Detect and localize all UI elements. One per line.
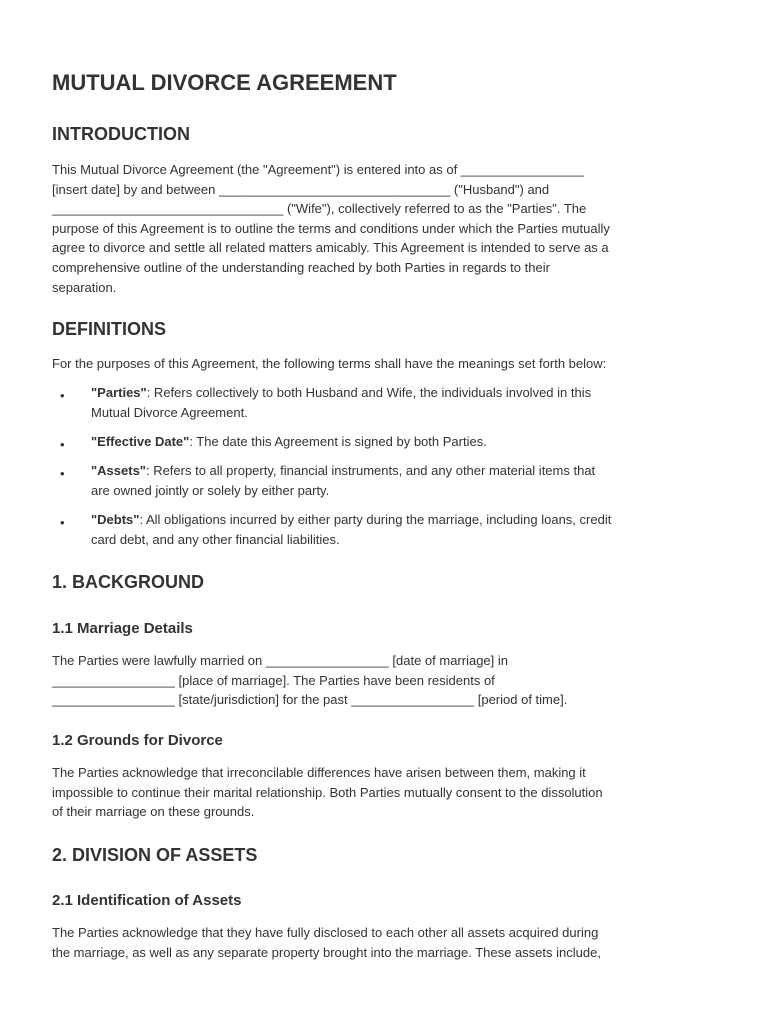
- definition-text: card debt, and any other financial liabilities.: [91, 531, 340, 547]
- paragraph-line: This Mutual Divorce Agreement (the "Agreement") is entered into as of _________________: [52, 162, 584, 177]
- paragraph-line: agree to divorce and settle all related matters amicably. This Agreement is intended to serve as a: [52, 240, 609, 256]
- bullet-icon: •: [60, 515, 65, 530]
- paragraph-line: The Parties acknowledge that they have fully disclosed to each other all assets acquired during: [52, 925, 599, 940]
- introduction-heading: INTRODUCTION: [52, 124, 190, 144]
- paragraph-line: ________________________________ ("Wife"), collectively referred to as the "Parties". The: [52, 201, 587, 217]
- identification-of-assets-heading: 2.1 Identification of Assets: [52, 892, 242, 909]
- introduction-paragraph: [52, 160, 720, 297]
- paragraph-line: purpose of this Agreement is to outline the terms and conditions under which the Parties mutually: [52, 220, 610, 236]
- marriage-details-heading: 1.1 Marriage Details: [52, 620, 193, 637]
- bullet-icon: •: [60, 437, 65, 452]
- definition-text: : All obligations incurred by either party during the marriage, including loans, credit: [139, 512, 612, 527]
- paragraph-line: The Parties were lawfully married on _________________ [date of marriage] in: [52, 653, 508, 668]
- paragraph-line: of their marriage on these grounds.: [52, 804, 255, 820]
- grounds-paragraph: [52, 763, 720, 822]
- grounds-heading: 1.2 Grounds for Divorce: [52, 732, 223, 749]
- definition-term: "Debts": [91, 512, 140, 527]
- definitions-heading: DEFINITIONS: [52, 319, 167, 339]
- definition-text: : Refers collectively to both Husband and Wife, the individuals involved in this: [146, 385, 592, 400]
- paragraph-line: [insert date] by and between ________________________________ ("Husband") and: [52, 181, 550, 197]
- definitions-intro: For the purposes of this Agreement, the following terms shall have the meanings set forth below:: [52, 356, 607, 371]
- bullet-icon: •: [60, 466, 65, 481]
- paragraph-line: _________________ [state/jurisdiction] for the past _________________ [period of time].: [52, 692, 568, 708]
- definition-term: "Parties": [91, 385, 147, 400]
- identification-of-assets-paragraph: [52, 923, 720, 962]
- definition-text: are owned jointly or solely by either party.: [91, 482, 330, 498]
- definition-text: Mutual Divorce Agreement.: [91, 404, 248, 420]
- paragraph-line: impossible to continue their marital relationship. Both Parties mutually consent to the dissolution: [52, 784, 603, 800]
- definition-text: : The date this Agreement is signed by both Parties.: [189, 434, 487, 449]
- marriage-details-paragraph: [52, 651, 720, 710]
- document-title: MUTUAL DIVORCE AGREEMENT: [52, 70, 397, 95]
- division-of-assets-heading: 2. DIVISION OF ASSETS: [52, 845, 258, 865]
- paragraph-line: the marriage, as well as any separate property brought into the marriage. These assets include,: [52, 944, 601, 960]
- paragraph-line: _________________ [place of marriage]. The Parties have been residents of: [52, 672, 495, 688]
- definition-term: "Effective Date": [91, 434, 190, 449]
- bullet-icon: •: [60, 388, 65, 403]
- paragraph-line: separation.: [52, 279, 117, 295]
- background-heading: 1. BACKGROUND: [52, 572, 205, 592]
- paragraph-line: comprehensive outline of the understanding reached by both Parties in regards to their: [52, 259, 550, 275]
- paragraph-line: The Parties acknowledge that irreconcilable differences have arisen between them, making it: [52, 765, 586, 780]
- definition-term: "Assets": [91, 463, 146, 478]
- definition-text: : Refers to all property, financial instruments, and any other material items that: [145, 463, 596, 478]
